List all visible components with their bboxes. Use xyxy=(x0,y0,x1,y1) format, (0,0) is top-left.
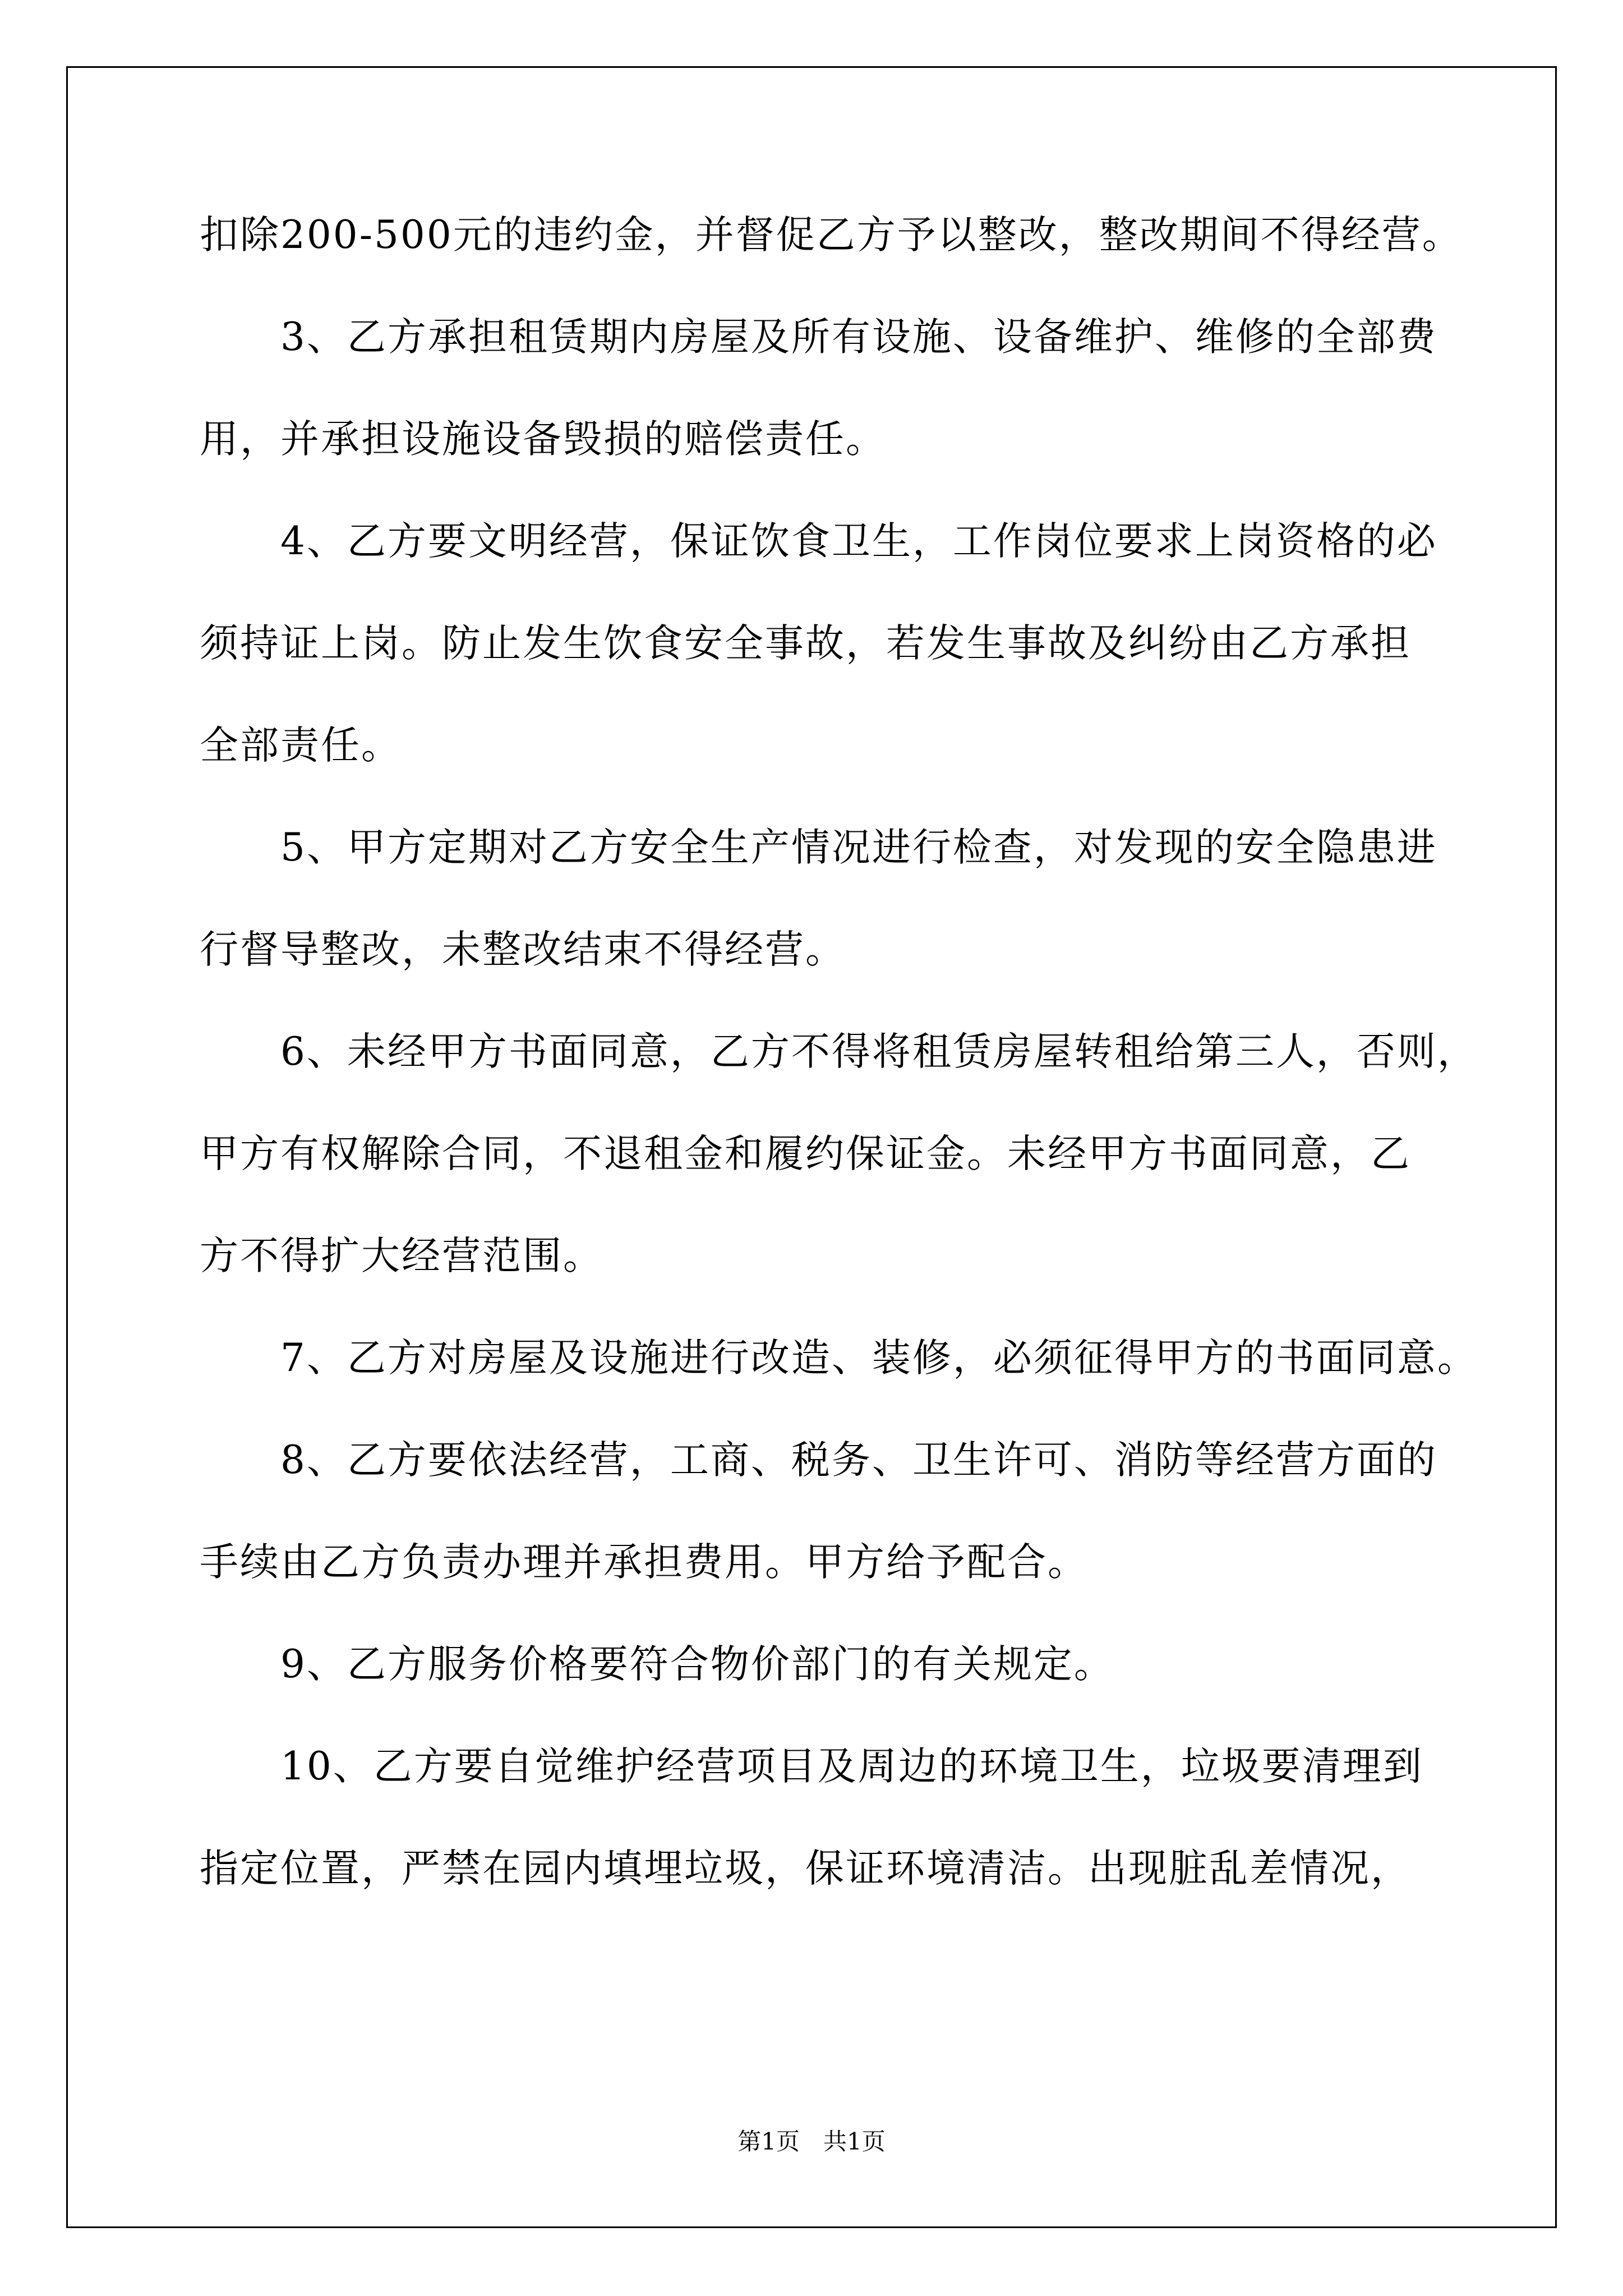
text-line: 指定位置，严禁在园内填埋垃圾，保证环境清洁。出现脏乱差情况， xyxy=(200,1846,1411,1891)
paragraph xyxy=(200,1739,1433,1896)
text-line: 用，并承担设施设备毁损的赔偿责任。 xyxy=(200,417,886,462)
text-line: 方不得扩大经营范围。 xyxy=(200,1234,603,1278)
text-line: 4、乙方要文明经营，保证饮食卫生，工作岗位要求上岗资格的必 xyxy=(280,519,1437,564)
text-line: 6、未经甲方书面同意，乙方不得将租赁房屋转租给第三人，否则， xyxy=(280,1029,1478,1074)
paragraph xyxy=(200,514,1437,773)
text-line: 扣除200-500元的违约金，并督促乙方予以整改，整改期间不得经营。 xyxy=(200,213,1463,257)
document-body xyxy=(200,208,1478,1896)
paragraph xyxy=(200,310,1437,467)
paragraph xyxy=(200,1637,1433,1692)
text-line: 8、乙方要依法经营，工商、税务、卫生许可、消防等经营方面的 xyxy=(280,1438,1437,1483)
text-line: 7、乙方对房屋及设施进行改造、装修，必须征得甲方的书面同意。 xyxy=(280,1336,1478,1381)
paragraph xyxy=(200,820,1437,977)
text-line: 9、乙方服务价格要符合物价部门的有关规定。 xyxy=(280,1642,1114,1687)
text-line: 须持证上岗。防止发生饮食安全事故，若发生事故及纠纷由乙方承担 xyxy=(200,621,1411,666)
text-line: 行督导整改，未整改结束不得经营。 xyxy=(200,927,846,972)
text-line: 全部责任。 xyxy=(200,723,402,768)
paragraph xyxy=(200,1331,1478,1386)
text-line: 5、甲方定期对乙方安全生产情况进行检查，对发现的安全隐患进 xyxy=(280,825,1437,870)
text-line: 手续由乙方负责办理并承担费用。甲方给予配合。 xyxy=(200,1540,1088,1585)
page-footer xyxy=(0,2125,1623,2159)
page-number: 第1页 共1页 xyxy=(737,2128,886,2155)
text-line: 甲方有权解除合同，不退租金和履约保证金。未经甲方书面同意，乙 xyxy=(200,1131,1411,1176)
paragraph xyxy=(200,1024,1478,1283)
text-line: 10、乙方要自觉维护经营项目及周边的环境卫生，垃圾要清理到 xyxy=(280,1744,1423,1789)
paragraph xyxy=(200,208,1463,263)
paragraph xyxy=(200,1433,1437,1590)
text-line: 3、乙方承担租赁期内房屋及所有设施、设备维护、维修的全部费 xyxy=(280,315,1437,360)
